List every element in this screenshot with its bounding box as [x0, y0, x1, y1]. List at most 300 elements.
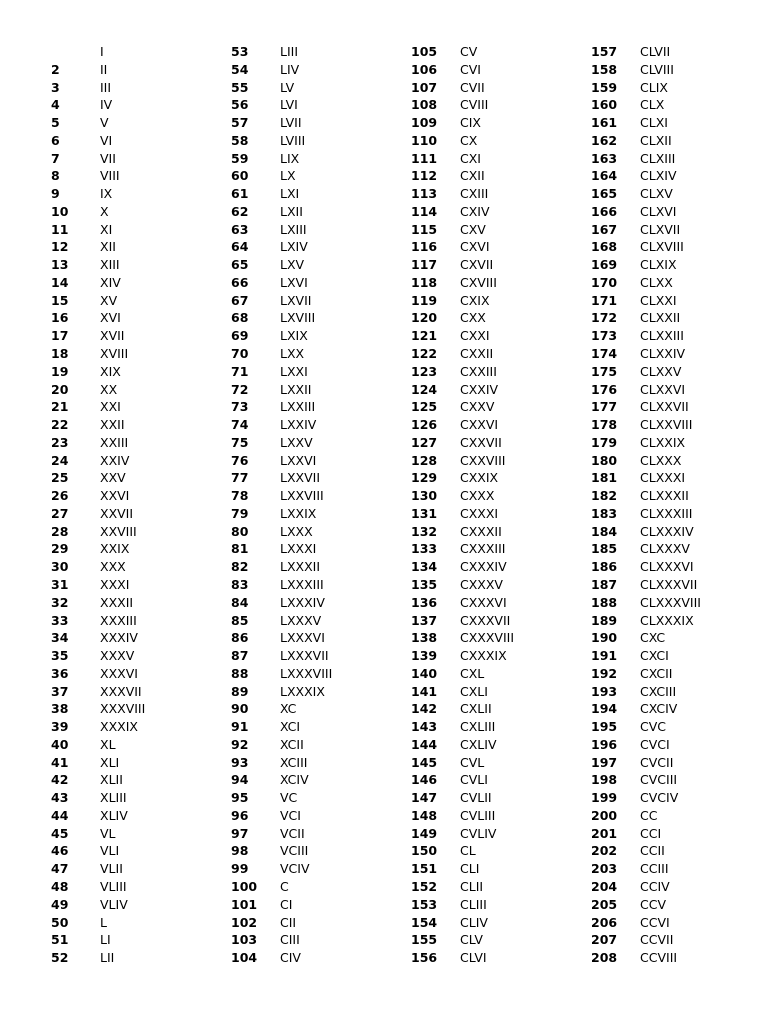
roman-numeral: CXCI: [640, 648, 669, 664]
arabic-number: 22: [51, 417, 69, 433]
table-row: [51, 842, 231, 860]
arabic-number: 111: [411, 150, 438, 166]
roman-numeral: CXXXIV: [460, 559, 507, 575]
roman-numeral: CLXXII: [640, 310, 681, 326]
arabic-number: 55: [231, 79, 249, 95]
table-row: [231, 594, 411, 612]
roman-numeral: LXXXIV: [280, 594, 325, 610]
table-row: [51, 558, 231, 576]
roman-numeral: CLVII: [640, 44, 671, 59]
arabic-number: 206: [591, 914, 618, 930]
table-row: [591, 860, 768, 878]
roman-numeral: CXXXVIII: [460, 630, 515, 646]
table-row: [51, 43, 231, 61]
roman-numeral: XVII: [100, 328, 125, 344]
roman-numeral: CLXXV: [640, 363, 682, 379]
arabic-number: 114: [411, 203, 438, 219]
roman-numeral: CLXVI: [640, 203, 677, 219]
arabic-number: 131: [411, 505, 438, 521]
roman-numeral: VI: [100, 132, 113, 148]
arabic-number: 43: [51, 790, 69, 806]
arabic-number: 141: [411, 683, 438, 699]
arabic-number: 122: [411, 346, 438, 362]
roman-numeral: XXIX: [100, 541, 130, 557]
roman-numeral: CXLII: [460, 701, 492, 717]
table-row: [411, 789, 591, 807]
roman-numeral: CXII: [460, 168, 485, 184]
arabic-number: 86: [231, 630, 249, 646]
roman-numeral: XIV: [100, 274, 121, 290]
table-row: [591, 789, 768, 807]
roman-numeral: LXX: [280, 346, 305, 362]
roman-numeral: CC: [640, 807, 658, 823]
table-row: [51, 469, 231, 487]
roman-numeral: CXXVIII: [460, 452, 506, 468]
roman-numeral: LXXIX: [280, 505, 317, 521]
roman-numeral: CXXIX: [460, 470, 499, 486]
table-row: [411, 754, 591, 772]
arabic-number: 18: [51, 346, 69, 362]
roman-numeral: VC: [280, 790, 298, 806]
roman-numeral: XVI: [100, 310, 121, 326]
roman-numeral: CVCIII: [640, 772, 678, 788]
table-row: [231, 860, 411, 878]
roman-numeral: LVIII: [280, 132, 306, 148]
arabic-number: 87: [231, 648, 249, 664]
table-row: [51, 860, 231, 878]
arabic-number: 93: [231, 754, 249, 770]
roman-numeral: XVIII: [100, 346, 129, 362]
table-row: [411, 79, 591, 97]
roman-numeral: CLXVIII: [640, 239, 684, 255]
arabic-number: 174: [591, 346, 618, 362]
table-row: [411, 43, 591, 61]
roman-numeral: LVI: [280, 97, 298, 113]
arabic-number: 194: [591, 701, 618, 717]
roman-numeral: XXVIII: [100, 523, 137, 539]
table-row: [411, 61, 591, 79]
arabic-number: 26: [51, 488, 69, 504]
roman-numeral: XXVII: [100, 505, 134, 521]
table-row: [51, 274, 231, 292]
roman-numeral: LXXXVIII: [280, 665, 333, 681]
table-row: [51, 434, 231, 452]
table-row: [231, 629, 411, 647]
table-row: [591, 896, 768, 914]
table-row: [51, 789, 231, 807]
table-row: [231, 167, 411, 185]
arabic-number: 29: [51, 541, 69, 557]
table-row: [231, 807, 411, 825]
table-row: [411, 132, 591, 150]
table-row: [51, 949, 231, 967]
table-row: [411, 345, 591, 363]
table-row: [51, 523, 231, 541]
table-row: [591, 150, 768, 168]
arabic-number: 85: [231, 612, 249, 628]
table-row: [411, 700, 591, 718]
table-column: [231, 43, 411, 967]
table-row: [51, 540, 231, 558]
table-row: [591, 469, 768, 487]
table-row: [231, 238, 411, 256]
table-row: [591, 807, 768, 825]
arabic-number: 14: [51, 274, 69, 290]
arabic-number: 84: [231, 594, 249, 610]
roman-numeral: CIX: [460, 115, 481, 131]
arabic-number: 186: [591, 559, 618, 575]
table-row: [231, 558, 411, 576]
table-row: [51, 771, 231, 789]
arabic-number: 185: [591, 541, 618, 557]
roman-numeral: LXIII: [280, 221, 307, 237]
roman-numeral: XCII: [280, 736, 304, 752]
roman-numeral: CXXVI: [460, 417, 499, 433]
roman-numeral: LXVIII: [280, 310, 316, 326]
roman-numeral: CLXXVII: [640, 399, 689, 415]
roman-numeral: XXIII: [100, 434, 129, 450]
roman-numeral: LXXXI: [280, 541, 317, 557]
table-row: [231, 150, 411, 168]
roman-numeral: CXXXII: [460, 523, 502, 539]
arabic-number: 4: [51, 97, 60, 113]
arabic-number: 208: [591, 950, 618, 966]
table-column: [411, 43, 591, 967]
table-row: [51, 629, 231, 647]
table-row: [231, 931, 411, 949]
roman-numeral: XXXIV: [100, 630, 138, 646]
table-row: [411, 114, 591, 132]
table-row: [51, 736, 231, 754]
roman-numeral: VL: [100, 825, 116, 841]
roman-numeral: XII: [100, 239, 116, 255]
table-row: [231, 292, 411, 310]
table-row: [231, 434, 411, 452]
arabic-number: 96: [231, 807, 249, 823]
roman-numeral: LXXXII: [280, 559, 321, 575]
table-row: [51, 150, 231, 168]
table-row: [411, 221, 591, 239]
table-row: [51, 132, 231, 150]
table-row: [51, 256, 231, 274]
table-row: [411, 150, 591, 168]
roman-numeral: CLXVII: [640, 221, 681, 237]
table-row: [51, 505, 231, 523]
table-row: [591, 221, 768, 239]
table-row: [51, 398, 231, 416]
table-row: [231, 43, 411, 61]
table-row: [411, 292, 591, 310]
arabic-number: 100: [231, 878, 258, 894]
table-row: [51, 345, 231, 363]
table-row: [231, 309, 411, 327]
roman-numeral: CXLI: [460, 683, 488, 699]
roman-numeral: CLXXXV: [640, 541, 690, 557]
roman-numeral: LXXVI: [280, 452, 317, 468]
roman-numeral: CLVI: [460, 950, 487, 966]
roman-numeral: CCVIII: [640, 950, 678, 966]
table-row: [591, 381, 768, 399]
arabic-number: 27: [51, 505, 69, 521]
arabic-number: 109: [411, 115, 438, 131]
arabic-number: 104: [231, 950, 258, 966]
arabic-number: 59: [231, 150, 249, 166]
table-row: [591, 683, 768, 701]
table-row: [411, 771, 591, 789]
table-row: [231, 718, 411, 736]
roman-numeral: CLVIII: [640, 61, 674, 77]
table-row: [591, 452, 768, 470]
table-row: [411, 718, 591, 736]
roman-numeral: CLXXXI: [640, 470, 686, 486]
roman-numeral: XC: [280, 701, 297, 717]
arabic-number: 126: [411, 417, 438, 433]
arabic-number: 97: [231, 825, 249, 841]
arabic-number: 56: [231, 97, 249, 113]
roman-numeral: CLXXIV: [640, 346, 686, 362]
roman-numeral: XI: [100, 221, 113, 237]
arabic-number: 138: [411, 630, 438, 646]
table-row: [231, 949, 411, 967]
roman-numeral: VLII: [100, 861, 123, 877]
roman-numeral: CXC: [640, 630, 666, 646]
arabic-number: 79: [231, 505, 249, 521]
roman-numeral: LIII: [280, 44, 299, 59]
roman-numeral: IV: [100, 97, 113, 113]
table-row: [231, 114, 411, 132]
arabic-number: 135: [411, 576, 438, 592]
arabic-number: 112: [411, 168, 438, 184]
roman-numeral: CLXXXIII: [640, 505, 693, 521]
roman-numeral: CLXXXVI: [640, 559, 694, 575]
arabic-number: 177: [591, 399, 618, 415]
roman-numeral: CLXX: [640, 274, 673, 290]
table-row: [231, 256, 411, 274]
arabic-number: 70: [231, 346, 249, 362]
table-row: [51, 914, 231, 932]
roman-numeral: II: [100, 61, 108, 77]
table-row: [51, 931, 231, 949]
table-row: [591, 238, 768, 256]
arabic-number: 146: [411, 772, 438, 788]
table-row: [411, 274, 591, 292]
roman-numeral: CXIII: [460, 186, 489, 202]
table-row: [51, 647, 231, 665]
table-row: [411, 327, 591, 345]
table-row: [411, 434, 591, 452]
arabic-number: 57: [231, 115, 249, 131]
roman-numeral: LXXXV: [280, 612, 322, 628]
roman-numeral: CXCIV: [640, 701, 678, 717]
arabic-number: 154: [411, 914, 438, 930]
arabic-number: 42: [51, 772, 69, 788]
roman-numeral: XLI: [100, 754, 120, 770]
arabic-number: 54: [231, 61, 249, 77]
roman-numeral: XXIV: [100, 452, 130, 468]
table-row: [51, 700, 231, 718]
arabic-number: 163: [591, 150, 618, 166]
roman-numeral: LXI: [280, 186, 300, 202]
arabic-number: 63: [231, 221, 249, 237]
arabic-number: 102: [231, 914, 258, 930]
roman-numeral: LIV: [280, 61, 300, 77]
table-row: [231, 487, 411, 505]
arabic-number: 9: [51, 186, 60, 202]
arabic-number: 191: [591, 648, 618, 664]
arabic-number: 156: [411, 950, 438, 966]
arabic-number: 148: [411, 807, 438, 823]
roman-numeral: X: [100, 203, 109, 219]
arabic-number: 207: [591, 932, 618, 948]
table-row: [591, 345, 768, 363]
roman-numeral: CLXXXIV: [640, 523, 694, 539]
roman-numeral: CXIV: [460, 203, 490, 219]
roman-numeral: CXLIII: [460, 719, 496, 735]
roman-numeral: LXV: [280, 257, 305, 273]
table-row: [591, 612, 768, 630]
arabic-number: 82: [231, 559, 249, 575]
table-row: [591, 79, 768, 97]
table-row: [411, 807, 591, 825]
table-row: [231, 540, 411, 558]
table-row: [591, 576, 768, 594]
arabic-number: 47: [51, 861, 69, 877]
table-row: [231, 203, 411, 221]
roman-numeral: XLIII: [100, 790, 127, 806]
arabic-number: 95: [231, 790, 249, 806]
roman-numeral: XLIV: [100, 807, 128, 823]
arabic-number: 80: [231, 523, 249, 539]
roman-numeral: XX: [100, 381, 118, 397]
table-row: [51, 96, 231, 114]
roman-numeral: CXVI: [460, 239, 490, 255]
roman-numeral: LIX: [280, 150, 300, 166]
table-row: [591, 487, 768, 505]
arabic-number: 151: [411, 861, 438, 877]
roman-numeral: CLXXXII: [640, 488, 689, 504]
table-row: [51, 416, 231, 434]
table-row: [591, 914, 768, 932]
arabic-number: 99: [231, 861, 249, 877]
arabic-number: 173: [591, 328, 618, 344]
table-row: [231, 647, 411, 665]
roman-numeral: CIII: [280, 932, 300, 948]
roman-numeral: CLXV: [640, 186, 673, 202]
table-row: [411, 381, 591, 399]
roman-numeral: LV: [280, 79, 295, 95]
roman-numeral: CCV: [640, 896, 667, 912]
arabic-number: 182: [591, 488, 618, 504]
table-row: [51, 576, 231, 594]
roman-numeral: CCVII: [640, 932, 674, 948]
arabic-number: 149: [411, 825, 438, 841]
roman-numeral: CLXXVIII: [640, 417, 693, 433]
table-column: [51, 43, 231, 967]
arabic-number: 172: [591, 310, 618, 326]
table-row: [411, 96, 591, 114]
arabic-number: 90: [231, 701, 249, 717]
table-row: [591, 771, 768, 789]
arabic-number: 143: [411, 719, 438, 735]
roman-numeral: CXXIII: [460, 363, 497, 379]
table-row: [51, 309, 231, 327]
arabic-number: 176: [591, 381, 618, 397]
roman-numeral: CXI: [460, 150, 481, 166]
arabic-number: 67: [231, 292, 249, 308]
table-row: [591, 647, 768, 665]
roman-numeral: LXXII: [280, 381, 312, 397]
arabic-number: 158: [591, 61, 618, 77]
table-row: [591, 185, 768, 203]
arabic-number: 134: [411, 559, 438, 575]
arabic-number: 11: [51, 221, 69, 237]
arabic-number: 49: [51, 896, 69, 912]
arabic-number: 180: [591, 452, 618, 468]
table-row: [591, 665, 768, 683]
table-row: [51, 487, 231, 505]
arabic-number: 162: [591, 132, 618, 148]
arabic-number: 81: [231, 541, 249, 557]
arabic-number: 127: [411, 434, 438, 450]
roman-numeral: CVLIII: [460, 807, 496, 823]
arabic-number: 192: [591, 665, 618, 681]
arabic-number: 139: [411, 648, 438, 664]
arabic-number: 113: [411, 186, 438, 202]
arabic-number: 142: [411, 701, 438, 717]
roman-numeral: CLXII: [640, 132, 672, 148]
arabic-number: 187: [591, 576, 618, 592]
arabic-number: 91: [231, 719, 249, 735]
table-row: [591, 594, 768, 612]
roman-numeral: CLI: [460, 861, 480, 877]
table-row: [411, 896, 591, 914]
arabic-number: 36: [51, 665, 69, 681]
roman-numeral: XXI: [100, 399, 121, 415]
table-row: [231, 96, 411, 114]
table-row: [231, 221, 411, 239]
table-row: [591, 505, 768, 523]
table-row: [51, 363, 231, 381]
arabic-number: 33: [51, 612, 69, 628]
table-row: [591, 949, 768, 967]
arabic-number: 101: [231, 896, 258, 912]
arabic-number: 121: [411, 328, 438, 344]
arabic-number: 124: [411, 381, 438, 397]
table-row: [591, 718, 768, 736]
arabic-number: 72: [231, 381, 249, 397]
arabic-number: 145: [411, 754, 438, 770]
roman-numeral: XIII: [100, 257, 120, 273]
table-row: [51, 185, 231, 203]
roman-numeral: CX: [460, 132, 478, 148]
table-row: [591, 416, 768, 434]
table-row: [591, 540, 768, 558]
table-row: [51, 683, 231, 701]
roman-numeral: LXXXVI: [280, 630, 325, 646]
roman-numeral: XXX: [100, 559, 126, 575]
arabic-number: 10: [51, 203, 69, 219]
roman-numeral: XXXV: [100, 648, 135, 664]
roman-numeral: CXXXVII: [460, 612, 511, 628]
arabic-number: 155: [411, 932, 438, 948]
roman-numeral: XCIV: [280, 772, 309, 788]
table-row: [51, 292, 231, 310]
roman-numeral: CLXIX: [640, 257, 677, 273]
arabic-number: 40: [51, 736, 69, 752]
table-row: [231, 700, 411, 718]
table-row: [591, 43, 768, 61]
arabic-number: 147: [411, 790, 438, 806]
